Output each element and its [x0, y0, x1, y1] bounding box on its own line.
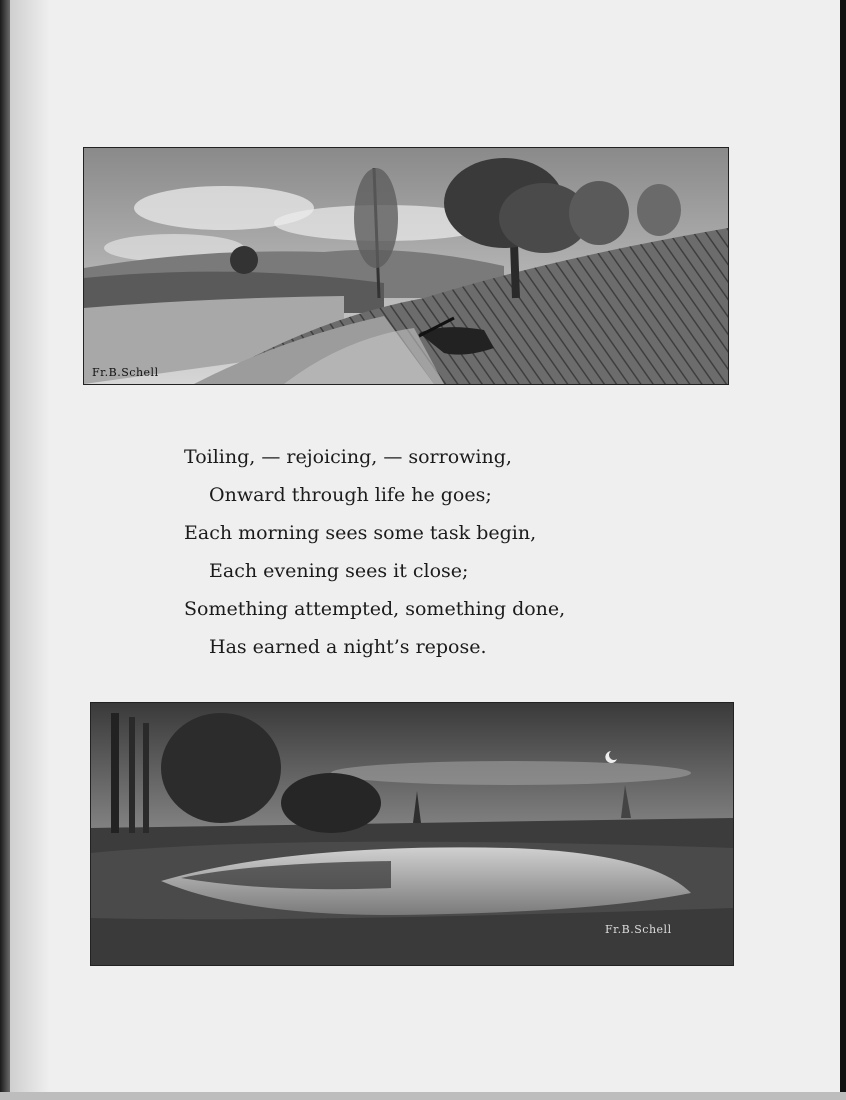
poem-line: Toiling, — rejoicing, — sorrowing,: [184, 446, 512, 468]
poem-line: Something attempted, something done,: [184, 598, 566, 620]
book-spine: [0, 0, 10, 1100]
poem-stanza: [184, 438, 644, 666]
artist-signature-bottom: Fr.B.Schell: [605, 923, 672, 936]
illustration-plowed-field: [83, 147, 729, 385]
page-edge: [840, 0, 846, 1100]
poem-line: Onward through life he goes;: [209, 484, 492, 506]
evening-pond-engraving: [91, 703, 733, 965]
plowed-field-engraving: [84, 148, 728, 384]
page-bottom-edge: [0, 1092, 846, 1100]
illustration-evening-pond: [90, 702, 734, 966]
poem-line: Each morning sees some task begin,: [184, 522, 537, 544]
page-shadow: [10, 0, 50, 1092]
poem-line: Has earned a night’s repose.: [209, 636, 487, 658]
artist-signature-top: Fr.B.Schell: [92, 366, 159, 379]
poem-line: Each evening sees it close;: [209, 560, 469, 582]
